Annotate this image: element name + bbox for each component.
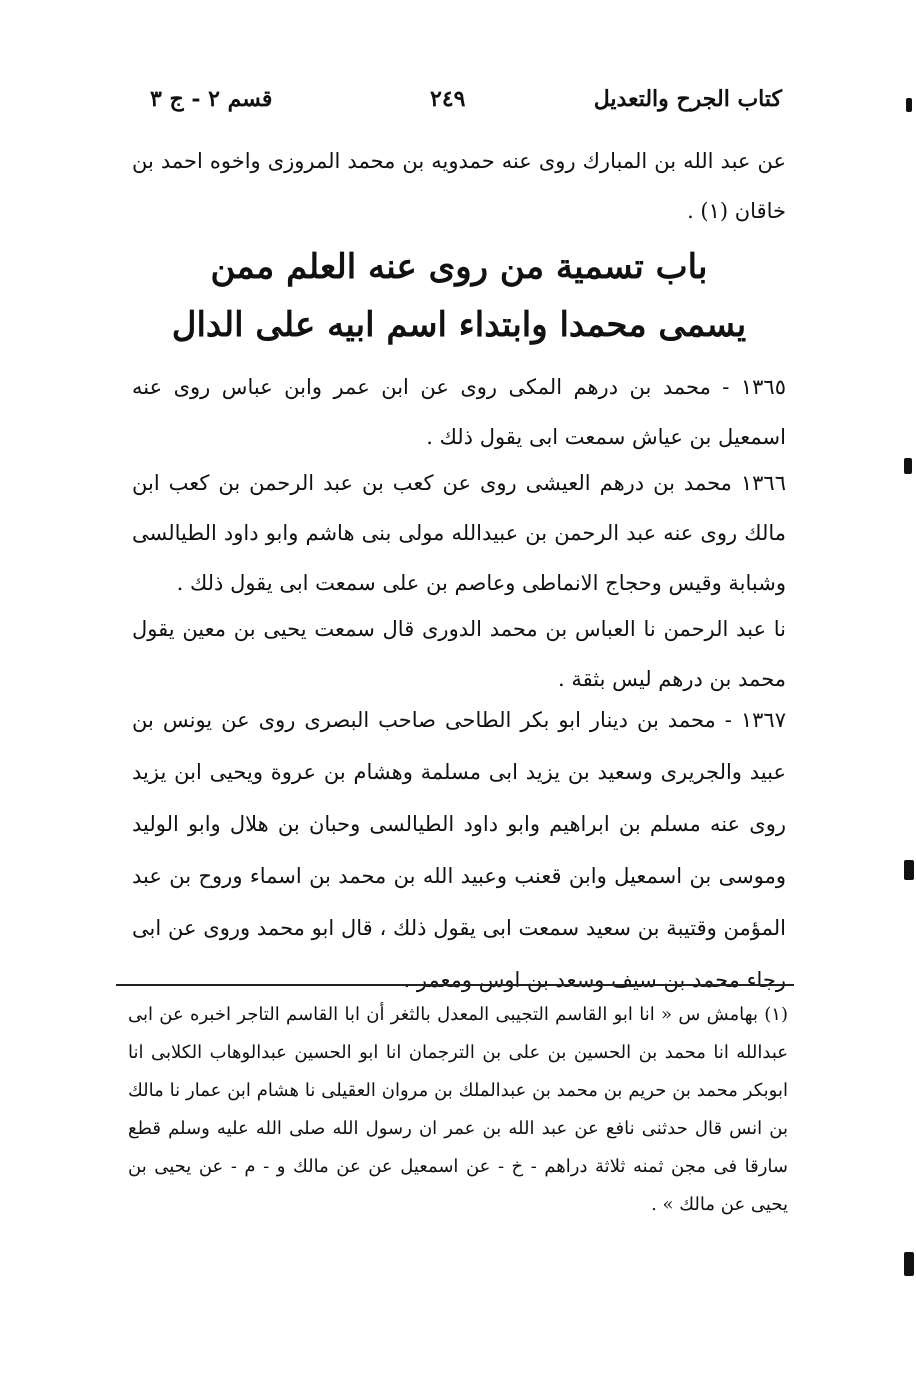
footnote-divider: [116, 984, 794, 986]
scan-edge-mark: [904, 1252, 914, 1276]
scan-edge-mark: [906, 98, 912, 112]
entry-1365: ١٣٦٥ - محمد بن درهم المكى روى عن ابن عمر وابن عباس روى عنه اسمعيل بن عياش سمعت ابى يقول ذلك .: [132, 375, 786, 449]
entry-1366-note: نا عبد الرحمن نا العباس بن محمد الدورى قال سمعت يحيى بن معين يقول محمد بن درهم ليس بثقة .: [132, 617, 786, 691]
chapter-heading: [132, 238, 786, 354]
running-header: [140, 86, 782, 126]
footnote: (١) بهامش س « انا ابو القاسم التجيبى المعدل بالثغر أن ابا القاسم التاجر اخبره عن ابى عبدالله انا محمد بن الحسين بن على بن الترجمان انا ابو الحسين عبدالوهاب الكلابى انا ابوبكر محمد بن حريم بن محمد بن عبدالملك بن مروان العقيلى نا هشام ابن عمار نا مالك بن انس قال حدثنى نافع عن عبد الله بن عمر ان رسول الله صلى الله عليه وسلم قطع سارقا فى مجن ثمنه ثلاثة دراهم - خ - عن اسمعيل عن عن مالك و - م - عن يحيى بن يحيى عن مالك » .: [128, 1004, 788, 1215]
entry-1366: ١٣٦٦ محمد بن درهم العيشى روى عن كعب بن عبد الرحمن بن كعب ابن مالك روى عنه عبد الرحمن بن عبيدالله مولى بنى هاشم وابو داود الطيالسى وشبابة وقيس وحجاج الانماطى وعاصم بن على سمعت ابى يقول ذلك .: [132, 471, 786, 595]
chapter-heading-line-2: يسمى محمدا وابتداء اسم ابيه على الدال: [171, 305, 747, 345]
volume-part: قسم ٢ - ج ٣: [150, 86, 273, 112]
book-title: كتاب الجرح والتعديل: [593, 86, 782, 112]
entry-1367: ١٣٦٧ - محمد بن دينار ابو بكر الطاحى صاحب البصرى روى عن يونس بن عبيد والجريرى وسعيد بن يزيد ابى مسلمة وهشام بن عروة ويحيى ابن يزيد روى عنه مسلم بن ابراهيم وابو داود الطيالسى وحبان بن هلال وابو الوليد وموسى بن اسمعيل وابن قعنب وعبيد الله بن محمد بن اسماء وروح بن عبد المؤمن وقتيبة بن سعيد سمعت ابى يقول ذلك ، قال ابو محمد وروى عن ابى رجاء محمد بن سيف وسعد بن اوس ومعمر .: [132, 708, 786, 992]
chapter-heading-line-1: باب تسمية من روى عنه العلم ممن: [210, 247, 708, 287]
scan-edge-mark: [904, 860, 914, 880]
page-number: ٢٤٩: [430, 86, 466, 112]
scan-edge-mark: [904, 458, 912, 474]
continuation-paragraph: عن عبد الله بن المبارك روى عنه حمدويه بن محمد المروزى واخوه احمد بن خاقان (١) .: [132, 149, 786, 223]
